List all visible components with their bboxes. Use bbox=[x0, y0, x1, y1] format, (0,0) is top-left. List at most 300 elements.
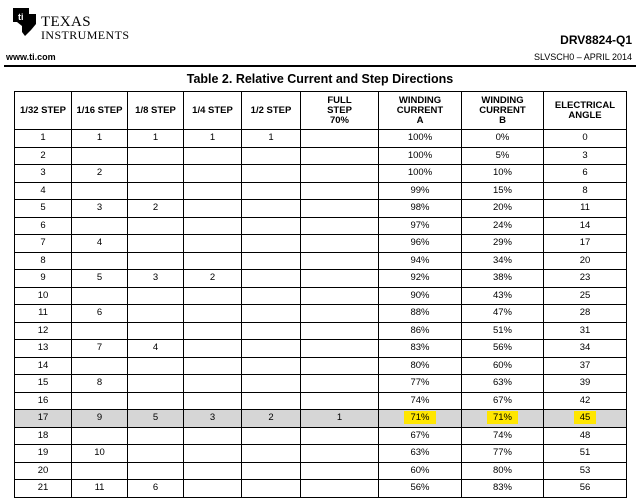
cell-value: 53 bbox=[579, 464, 591, 476]
column-header bbox=[379, 92, 462, 130]
table-cell bbox=[72, 445, 128, 463]
table-cell bbox=[184, 340, 242, 358]
cell-value: 83% bbox=[410, 342, 430, 354]
cell-value: 15% bbox=[492, 184, 512, 196]
cell-value: 4 bbox=[96, 237, 103, 249]
table-cell bbox=[72, 165, 128, 183]
table-cell bbox=[72, 305, 128, 323]
svg-text:ti: ti bbox=[18, 12, 24, 22]
cell-value: 21 bbox=[37, 482, 49, 494]
table-cell bbox=[128, 130, 184, 148]
table-cell bbox=[462, 147, 544, 165]
column-header bbox=[128, 92, 184, 130]
table-cell bbox=[72, 462, 128, 480]
table-cell bbox=[128, 235, 184, 253]
table-cell bbox=[184, 410, 242, 428]
table-cell bbox=[72, 270, 128, 288]
table-cell bbox=[301, 322, 379, 340]
table-cell bbox=[544, 357, 627, 375]
cell-value: 80% bbox=[410, 359, 430, 371]
cell-value: 51% bbox=[492, 324, 512, 336]
column-header-line: STEP bbox=[327, 104, 352, 116]
table-cell bbox=[301, 252, 379, 270]
table-cell bbox=[184, 270, 242, 288]
cell-value: 20% bbox=[492, 202, 512, 214]
table-cell bbox=[544, 392, 627, 410]
table-cell bbox=[379, 305, 462, 323]
cell-value: 2 bbox=[268, 412, 274, 424]
table-cell bbox=[72, 235, 128, 253]
table-cell bbox=[301, 165, 379, 183]
column-header-line: WINDING bbox=[398, 94, 442, 106]
column-header bbox=[15, 92, 72, 130]
cell-value: 1 bbox=[209, 132, 216, 144]
table-row bbox=[15, 200, 627, 218]
cell-value: 67% bbox=[410, 429, 430, 441]
table-cell bbox=[128, 480, 184, 498]
table-cell bbox=[544, 322, 627, 340]
table-cell bbox=[128, 340, 184, 358]
table-cell bbox=[462, 270, 544, 288]
table-cell bbox=[544, 182, 627, 200]
table-cell bbox=[462, 357, 544, 375]
table-cell bbox=[242, 445, 301, 463]
table-row bbox=[15, 147, 627, 165]
table-cell bbox=[72, 375, 128, 393]
cell-value: 6 bbox=[96, 307, 103, 319]
table-cell bbox=[462, 252, 544, 270]
table-cell bbox=[15, 165, 72, 183]
cell-value: 20 bbox=[37, 464, 49, 476]
column-header bbox=[242, 92, 301, 130]
table-cell bbox=[379, 200, 462, 218]
table-cell bbox=[184, 147, 242, 165]
table-cell bbox=[72, 480, 128, 498]
cell-value: 8 bbox=[582, 184, 588, 196]
table-cell bbox=[462, 200, 544, 218]
table-cell bbox=[379, 410, 462, 428]
table-cell bbox=[72, 182, 128, 200]
column-header-line: B bbox=[499, 114, 506, 126]
table-cell bbox=[544, 340, 627, 358]
table-cell bbox=[462, 217, 544, 235]
table-cell bbox=[242, 410, 301, 428]
column-header-line: 1/8 STEP bbox=[135, 104, 176, 116]
table-cell bbox=[379, 130, 462, 148]
table-row bbox=[15, 445, 627, 463]
website-link[interactable]: www.ti.com bbox=[6, 52, 56, 62]
table-cell bbox=[128, 287, 184, 305]
cell-value: 2 bbox=[96, 167, 103, 179]
table-cell bbox=[379, 462, 462, 480]
table-cell bbox=[15, 480, 72, 498]
cell-value: 3 bbox=[40, 167, 46, 179]
cell-value: 4 bbox=[152, 342, 159, 354]
table-cell bbox=[544, 445, 627, 463]
table-cell bbox=[301, 130, 379, 148]
column-header-line: ANGLE bbox=[568, 109, 602, 121]
cell-value: 67% bbox=[492, 394, 512, 406]
table-cell bbox=[184, 252, 242, 270]
table-cell bbox=[242, 340, 301, 358]
column-header-line: 1/32 STEP bbox=[20, 104, 66, 116]
document-number: DRV8824-Q1 bbox=[560, 33, 632, 47]
table-cell bbox=[379, 392, 462, 410]
table-cell bbox=[301, 375, 379, 393]
table-row bbox=[15, 462, 627, 480]
cell-value: 15 bbox=[37, 377, 49, 389]
table-cell bbox=[462, 480, 544, 498]
table-cell bbox=[544, 462, 627, 480]
cell-value: 48 bbox=[579, 429, 591, 441]
table-cell bbox=[379, 287, 462, 305]
table-cell bbox=[184, 165, 242, 183]
cell-value: 100% bbox=[407, 149, 433, 161]
table-cell bbox=[379, 357, 462, 375]
column-header-line: 1/16 STEP bbox=[76, 104, 123, 116]
cell-value: 77% bbox=[410, 377, 430, 389]
table-cell bbox=[242, 147, 301, 165]
cell-value: 2 bbox=[152, 202, 159, 214]
table-cell bbox=[184, 305, 242, 323]
table-cell bbox=[72, 340, 128, 358]
table-cell bbox=[379, 182, 462, 200]
table-row bbox=[15, 392, 627, 410]
cell-value: 6 bbox=[40, 219, 46, 231]
table-cell bbox=[301, 480, 379, 498]
column-header-line: WINDING bbox=[481, 94, 524, 106]
table-cell bbox=[379, 480, 462, 498]
cell-value: 34 bbox=[579, 342, 591, 354]
table-cell bbox=[242, 462, 301, 480]
cell-value: 77% bbox=[492, 447, 512, 459]
table-cell bbox=[184, 182, 242, 200]
table-cell bbox=[462, 445, 544, 463]
column-header-line: A bbox=[416, 114, 424, 126]
table-cell bbox=[128, 427, 184, 445]
table-cell bbox=[184, 392, 242, 410]
cell-value: 14 bbox=[579, 219, 591, 231]
table-cell bbox=[544, 287, 627, 305]
table-cell bbox=[462, 462, 544, 480]
cell-value: 8 bbox=[40, 254, 46, 266]
table-cell bbox=[242, 357, 301, 375]
table-row bbox=[15, 480, 627, 498]
current-step-table bbox=[14, 91, 627, 498]
table-cell bbox=[184, 375, 242, 393]
column-header bbox=[301, 92, 379, 130]
table-cell bbox=[72, 392, 128, 410]
cell-value: 99% bbox=[410, 184, 430, 196]
table-cell bbox=[184, 235, 242, 253]
column-header-line: FULL bbox=[327, 94, 352, 106]
cell-value: 19 bbox=[37, 447, 49, 459]
table-cell bbox=[128, 445, 184, 463]
cell-value: 92% bbox=[410, 272, 430, 284]
table-cell bbox=[242, 322, 301, 340]
cell-value: 5 bbox=[96, 272, 103, 284]
table-cell bbox=[379, 252, 462, 270]
table-cell bbox=[301, 340, 379, 358]
cell-value: 83% bbox=[492, 482, 512, 494]
cell-value: 2 bbox=[40, 149, 46, 161]
cell-value: 12 bbox=[37, 324, 49, 336]
cell-value: 29% bbox=[492, 237, 512, 249]
cell-value: 10 bbox=[37, 289, 49, 301]
table-cell bbox=[128, 375, 184, 393]
cell-value: 98% bbox=[410, 202, 430, 214]
column-header-line: CURRENT bbox=[479, 104, 526, 116]
cell-value: 7 bbox=[40, 237, 46, 249]
table-cell bbox=[15, 445, 72, 463]
table-cell bbox=[15, 147, 72, 165]
table-cell bbox=[242, 480, 301, 498]
cell-value: 1 bbox=[152, 132, 159, 144]
cell-value: 86% bbox=[410, 324, 430, 336]
cell-value: 6 bbox=[152, 482, 159, 494]
table-cell bbox=[242, 182, 301, 200]
cell-value: 80% bbox=[492, 464, 512, 476]
cell-value: 100% bbox=[407, 132, 433, 144]
table-cell bbox=[462, 130, 544, 148]
table-cell bbox=[379, 147, 462, 165]
table-cell bbox=[301, 462, 379, 480]
table-cell bbox=[128, 252, 184, 270]
table-cell bbox=[242, 392, 301, 410]
cell-value: 38% bbox=[492, 272, 512, 284]
table-cell bbox=[379, 427, 462, 445]
cell-value: 5 bbox=[40, 202, 46, 214]
cell-value: 63% bbox=[492, 377, 512, 389]
column-header-line: 70% bbox=[329, 114, 349, 126]
table-cell bbox=[379, 375, 462, 393]
table-cell bbox=[379, 340, 462, 358]
table-row bbox=[15, 427, 627, 445]
header-divider bbox=[4, 65, 636, 67]
table-cell bbox=[15, 235, 72, 253]
cell-value: 3 bbox=[209, 412, 216, 424]
table-cell bbox=[15, 217, 72, 235]
table-cell bbox=[184, 462, 242, 480]
table-cell bbox=[544, 165, 627, 183]
table-cell bbox=[15, 270, 72, 288]
table-row bbox=[15, 322, 627, 340]
table-cell bbox=[72, 357, 128, 375]
cell-value: 5% bbox=[495, 149, 510, 161]
cell-value: 56% bbox=[410, 482, 430, 494]
table-row bbox=[15, 235, 627, 253]
cell-value: 20 bbox=[579, 254, 591, 266]
cell-value: 6 bbox=[582, 167, 588, 179]
table-cell bbox=[301, 305, 379, 323]
cell-value: 3 bbox=[152, 272, 159, 284]
table-cell bbox=[242, 427, 301, 445]
column-header-line: CURRENT bbox=[396, 104, 444, 116]
column-header bbox=[184, 92, 242, 130]
cell-value: 11 bbox=[94, 482, 105, 494]
highlighted-value: 71% bbox=[487, 411, 518, 424]
table-cell bbox=[128, 357, 184, 375]
table-header-row bbox=[15, 92, 627, 130]
table-row bbox=[15, 375, 627, 393]
cell-value: 1 bbox=[268, 132, 274, 144]
cell-value: 10 bbox=[94, 447, 105, 459]
table-cell bbox=[242, 165, 301, 183]
table-cell bbox=[462, 235, 544, 253]
table-cell bbox=[128, 305, 184, 323]
table-cell bbox=[15, 410, 72, 428]
cell-value: 97% bbox=[410, 219, 430, 231]
table-cell bbox=[544, 427, 627, 445]
table-cell bbox=[544, 270, 627, 288]
table-cell bbox=[184, 130, 242, 148]
ti-state-icon bbox=[9, 6, 39, 38]
cell-value: 4 bbox=[40, 184, 46, 196]
table-row bbox=[15, 182, 627, 200]
table-cell bbox=[15, 322, 72, 340]
table-row bbox=[15, 340, 627, 358]
cell-value: 88% bbox=[410, 307, 430, 319]
table-cell bbox=[72, 147, 128, 165]
cell-value: 24% bbox=[492, 219, 512, 231]
table-cell bbox=[462, 410, 544, 428]
cell-value: 1 bbox=[336, 412, 343, 424]
table-row bbox=[15, 410, 627, 428]
table-row bbox=[15, 305, 627, 323]
cell-value: 0 bbox=[582, 132, 588, 144]
table-cell bbox=[128, 410, 184, 428]
cell-value: 63% bbox=[410, 447, 430, 459]
cell-value: 96% bbox=[410, 237, 430, 249]
column-header bbox=[544, 92, 627, 130]
table-cell bbox=[544, 200, 627, 218]
table-cell bbox=[128, 217, 184, 235]
table-cell bbox=[184, 217, 242, 235]
table-cell bbox=[15, 252, 72, 270]
table-cell bbox=[301, 147, 379, 165]
cell-value: 94% bbox=[410, 254, 430, 266]
table-cell bbox=[301, 182, 379, 200]
table-cell bbox=[128, 165, 184, 183]
table-cell bbox=[184, 322, 242, 340]
table-cell bbox=[379, 322, 462, 340]
cell-value: 90% bbox=[410, 289, 430, 301]
table-cell bbox=[128, 270, 184, 288]
cell-value: 11 bbox=[38, 307, 48, 319]
table-cell bbox=[462, 427, 544, 445]
table-cell bbox=[242, 287, 301, 305]
cell-value: 7 bbox=[96, 342, 103, 354]
cell-value: 13 bbox=[37, 342, 49, 354]
column-header bbox=[72, 92, 128, 130]
table-cell bbox=[462, 375, 544, 393]
table-cell bbox=[379, 165, 462, 183]
cell-value: 37 bbox=[579, 359, 591, 371]
cell-value: 23 bbox=[579, 272, 591, 284]
table-cell bbox=[462, 182, 544, 200]
table-row bbox=[15, 287, 627, 305]
table-cell bbox=[242, 270, 301, 288]
table-cell bbox=[128, 182, 184, 200]
table-cell bbox=[301, 270, 379, 288]
table-cell bbox=[184, 200, 242, 218]
table-cell bbox=[242, 252, 301, 270]
cell-value: 100% bbox=[407, 167, 433, 179]
column-header bbox=[462, 92, 544, 130]
table-row bbox=[15, 270, 627, 288]
table-cell bbox=[128, 392, 184, 410]
table-cell bbox=[544, 305, 627, 323]
table-cell bbox=[544, 235, 627, 253]
company-name-line1: TEXAS bbox=[41, 14, 91, 30]
table-cell bbox=[72, 287, 128, 305]
table-cell bbox=[128, 200, 184, 218]
table-caption: Table 2. Relative Current and Step Directions bbox=[186, 72, 454, 86]
table-cell bbox=[242, 200, 301, 218]
cell-value: 60% bbox=[410, 464, 430, 476]
table-cell bbox=[242, 235, 301, 253]
table-cell bbox=[379, 235, 462, 253]
cell-value: 3 bbox=[96, 202, 103, 214]
cell-value: 16 bbox=[37, 394, 49, 406]
cell-value: 5 bbox=[152, 412, 159, 424]
column-header-line: 1/2 STEP bbox=[250, 104, 292, 116]
table-cell bbox=[242, 375, 301, 393]
table-cell bbox=[184, 480, 242, 498]
cell-value: 31 bbox=[579, 324, 591, 336]
highlighted-value: 45 bbox=[574, 411, 597, 424]
table-cell bbox=[128, 462, 184, 480]
table-cell bbox=[15, 340, 72, 358]
table-cell bbox=[379, 445, 462, 463]
table-cell bbox=[301, 200, 379, 218]
table-cell bbox=[544, 252, 627, 270]
table-cell bbox=[72, 217, 128, 235]
table-cell bbox=[301, 427, 379, 445]
cell-value: 10% bbox=[492, 167, 512, 179]
table-cell bbox=[128, 147, 184, 165]
table-body bbox=[15, 130, 627, 498]
table-cell bbox=[15, 357, 72, 375]
table-cell bbox=[462, 165, 544, 183]
table-row bbox=[15, 357, 627, 375]
cell-value: 17 bbox=[579, 237, 591, 249]
table-row bbox=[15, 217, 627, 235]
literature-number: SLVSCH0 – APRIL 2014 bbox=[533, 52, 632, 62]
cell-value: 9 bbox=[40, 272, 46, 284]
cell-value: 11 bbox=[580, 202, 590, 214]
table-cell bbox=[462, 322, 544, 340]
table-cell bbox=[544, 480, 627, 498]
table-cell bbox=[184, 445, 242, 463]
table-cell bbox=[15, 200, 72, 218]
cell-value: 43% bbox=[492, 289, 512, 301]
cell-value: 56% bbox=[492, 342, 512, 354]
cell-value: 1 bbox=[40, 132, 46, 144]
table-cell bbox=[462, 340, 544, 358]
table-cell bbox=[15, 287, 72, 305]
highlighted-value: 71% bbox=[404, 411, 435, 424]
cell-value: 9 bbox=[96, 412, 103, 424]
cell-value: 1 bbox=[96, 132, 103, 144]
cell-value: 17 bbox=[37, 412, 49, 424]
table-cell bbox=[15, 375, 72, 393]
cell-value: 34% bbox=[492, 254, 512, 266]
cell-value: 2 bbox=[209, 272, 216, 284]
table-cell bbox=[462, 305, 544, 323]
table-cell bbox=[462, 392, 544, 410]
table-cell bbox=[72, 130, 128, 148]
